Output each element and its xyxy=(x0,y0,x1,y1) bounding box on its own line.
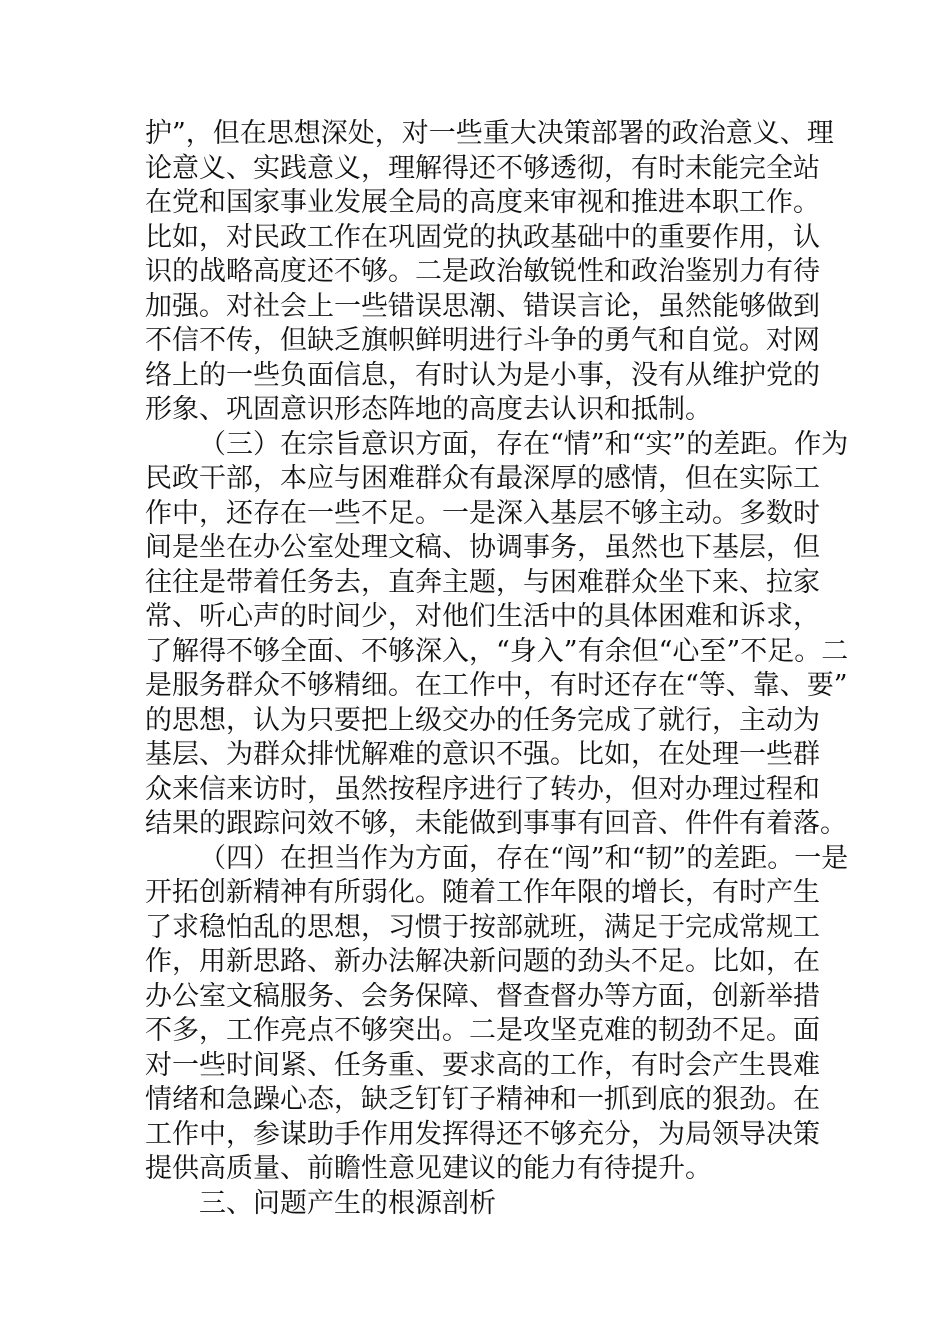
text-line: 众来信来访时，虽然按程序进行了转办，但对办理过程和 xyxy=(145,773,820,805)
text-line: 识的战略高度还不够。二是政治敏锐性和政治鉴别力有待 xyxy=(145,256,820,287)
section-4-first-line: （四）在担当作为方面，存在“闯”和“韧”的差距。一是 xyxy=(199,842,849,874)
text-line: 常、听心声的时间少，对他们生活中的具体困难和诉求， xyxy=(145,601,820,632)
text-line: 比如，对民政工作在巩固党的执政基础中的重要作用，认 xyxy=(145,221,820,253)
text-line: 络上的一些负面信息，有时认为是小事，没有从维护党的 xyxy=(145,359,820,391)
text-line: 论意义、实践意义，理解得还不够透彻，有时未能完全站 xyxy=(145,152,820,184)
text-line: 是服务群众不够精细。在工作中，有时还存在“等、靠、要” xyxy=(145,670,848,701)
text-line: 在党和国家事业发展全局的高度来审视和推进本职工作。 xyxy=(145,187,820,218)
text-line: 对一些时间紧、任务重、要求高的工作，有时会产生畏难 xyxy=(145,1049,820,1081)
text-line: 不多，工作亮点不够突出。二是攻坚克难的韧劲不足。面 xyxy=(145,1015,820,1046)
text-line: 基层、为群众排忧解难的意识不强。比如，在处理一些群 xyxy=(145,739,820,770)
text-line: 民政干部，本应与困难群众有最深厚的感情，但在实际工 xyxy=(145,463,820,494)
text-line: 往往是带着任务去，直奔主题，与困难群众坐下来、拉家 xyxy=(145,566,820,598)
text-line: 结果的跟踪问效不够，未能做到事事有回音、件件有着落。 xyxy=(145,808,847,839)
text-line: 作，用新思路、新办法解决新问题的劲头不足。比如，在 xyxy=(145,946,820,977)
text-line: 形象、巩固意识形态阵地的高度去认识和抵制。 xyxy=(145,394,712,425)
text-line: 不信不传，但缺乏旗帜鲜明进行斗争的勇气和自觉。对网 xyxy=(145,325,820,356)
document-body xyxy=(145,117,849,1221)
text-line: 提供高质量、前瞻性意见建议的能力有待提升。 xyxy=(145,1153,712,1184)
section-3-first-line: （三）在宗旨意识方面，存在“情”和“实”的差距。作为 xyxy=(199,428,849,460)
text-line: 了解得不够全面、不够深入，“身入”有余但“心至”不足。二 xyxy=(145,635,849,667)
text-line: 了求稳怕乱的思想，习惯于按部就班，满足于完成常规工 xyxy=(145,911,820,943)
text-line: 加强。对社会上一些错误思潮、错误言论，虽然能够做到 xyxy=(145,290,820,322)
text-line: 的思想，认为只要把上级交办的任务完成了就行，主动为 xyxy=(145,704,820,736)
text-line: 护”，但在思想深处，对一些重大决策部署的政治意义、理 xyxy=(145,118,834,149)
text-line: 开拓创新精神有所弱化。随着工作年限的增长，有时产生 xyxy=(145,877,820,908)
section-heading: 三、问题产生的根源剖析 xyxy=(199,1187,496,1219)
text-line: 间是坐在办公室处理文稿、协调事务，虽然也下基层，但 xyxy=(145,532,820,563)
text-line: 作中，还存在一些不足。一是深入基层不够主动。多数时 xyxy=(145,497,820,529)
text-line: 办公室文稿服务、会务保障、督查督办等方面，创新举措 xyxy=(145,980,820,1012)
text-line: 工作中，参谋助手作用发挥得还不够充分，为局领导决策 xyxy=(145,1118,820,1150)
text-line: 情绪和急躁心态，缺乏钉钉子精神和一抓到底的狠劲。在 xyxy=(145,1084,820,1115)
